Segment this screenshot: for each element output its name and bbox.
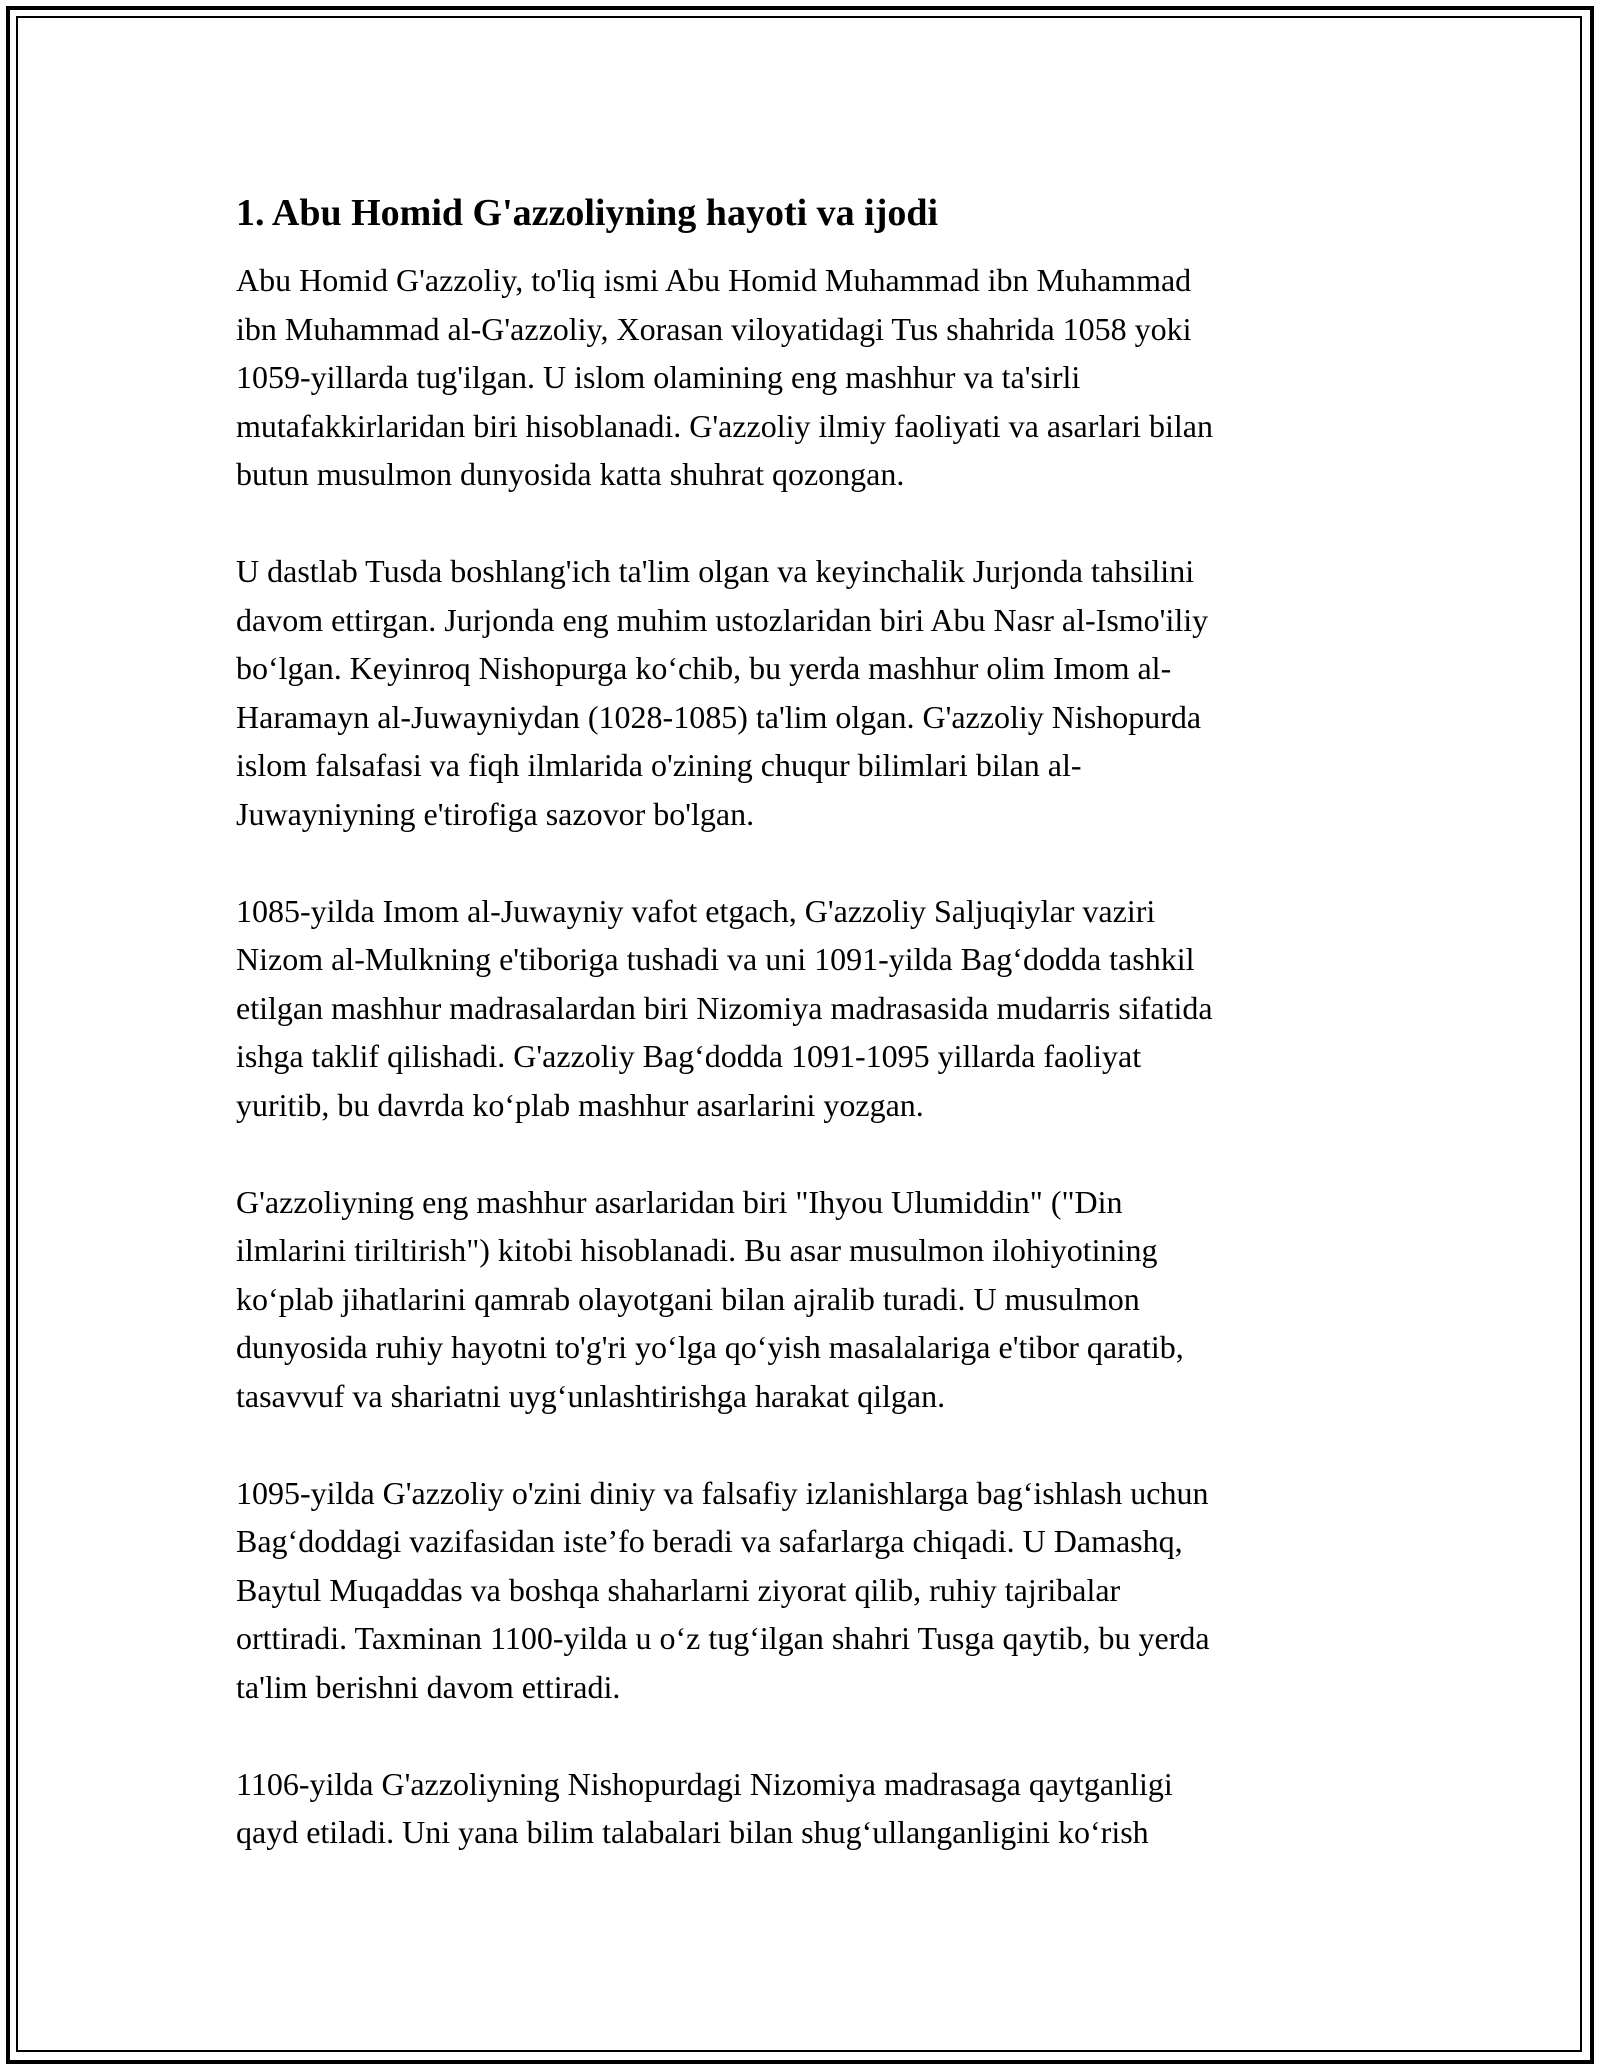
text-line: butun musulmon dunyosida katta shuhrat qozongan. — [236, 456, 905, 492]
paragraph-education — [236, 547, 1366, 838]
text-line: mutafakkirlaridan biri hisoblanadi. G'azzoliy ilmiy faoliyati va asarlari bilan — [236, 407, 1213, 444]
text-line: tasavvuf va shariatni uyg‘unlashtirishga harakat qilgan. — [236, 1377, 946, 1414]
text-line: ko‘plab jihatlarini qamrab olayotgani bilan ajralib turadi. U musulmon — [236, 1280, 1140, 1317]
text-line: ta'lim berishni davom ettiradi. — [236, 1668, 621, 1705]
text-line: orttiradi. Taxminan 1100-yilda u o‘z tug‘ilgan shahri Tusga qaytib, bu yerda — [236, 1620, 1210, 1656]
text-line: 1106-yilda G'azzoliyning Nishopurdagi Nizomiya madrasaga qaytganligi — [236, 1765, 1173, 1802]
text-line: 1059-yillarda tug'ilgan. U islom olamining eng mashhur va ta'sirli — [236, 359, 1081, 395]
text-line: bo‘lgan. Keyinroq Nishopurga ko‘chib, bu yerda mashhur olim Imom al- — [236, 650, 1172, 686]
text-line: etilgan mashhur madrasalardan biri Nizomiya madrasasida mudarris sifatida — [236, 989, 1213, 1026]
text-line: G'azzoliyning eng mashhur asarlaridan biri "Ihyou Ulumiddin" ("Din — [236, 1183, 1123, 1220]
section-heading: 1. Abu Homid G'azzoliyning hayoti va ijodi — [236, 192, 939, 234]
text-line: U dastlab Tusda boshlang'ich ta'lim olgan va keyinchalik Jurjonda tahsilini — [236, 553, 1195, 589]
paragraph-ihya — [236, 1178, 1366, 1421]
text-line: Juwayniyning e'tirofiga sazovor bo'lgan. — [236, 795, 755, 832]
text-line: ishga taklif qilishadi. G'azzoliy Bag‘dodda 1091-1095 yillarda faoliyat — [236, 1038, 1142, 1074]
paragraph-birth — [236, 256, 1366, 499]
text-line: qayd etiladi. Uni yana bilim talabalari bilan shug‘ullanganligini ko‘rish — [236, 1814, 1149, 1850]
document-body — [236, 185, 1366, 1905]
text-line: Haramayn al-Juwayniydan (1028-1085) ta'lim olgan. G'azzoliy Nishopurda — [236, 698, 1202, 735]
text-line: 1085-yilda Imom al-Juwayniy vafot etgach, G'azzoliy Saljuqiylar vaziri — [236, 892, 1156, 929]
text-line: ibn Muhammad al-G'azzoliy, Xorasan viloyatidagi Tus shahrida 1058 yoki — [236, 310, 1192, 347]
text-line: Bag‘doddagi vazifasidan iste’fo beradi va safarlarga chiqadi. U Damashq, — [236, 1523, 1183, 1559]
text-line: Baytul Muqaddas va boshqa shaharlarni ziyorat qilib, ruhiy tajribalar — [236, 1571, 1121, 1608]
text-line: ilmlarini tiriltirish") kitobi hisoblanadi. Bu asar musulmon ilohiyotining — [236, 1232, 1158, 1268]
paragraph-return — [236, 1760, 1366, 1857]
text-line: Nizom al-Mulkning e'tiboriga tushadi va uni 1091-yilda Bag‘dodda tashkil — [236, 941, 1195, 977]
text-line: davom ettirgan. Jurjonda eng muhim ustozlaridan biri Abu Nasr al-Ismo'iliy — [236, 601, 1209, 638]
text-line: Abu Homid G'azzoliy, to'liq ismi Abu Homid Muhammad ibn Muhammad — [236, 262, 1192, 298]
text-line: islom falsafasi va fiqh ilmlarida o'zining chuqur bilimlari bilan al- — [236, 747, 1082, 783]
text-line: 1095-yilda G'azzoliy o'zini diniy va falsafiy izlanishlarga bag‘ishlash uchun — [236, 1474, 1209, 1511]
paragraph-baghdad — [236, 887, 1366, 1130]
text-line: yuritib, bu davrda ko‘plab mashhur asarlarini yozgan. — [236, 1086, 924, 1123]
text-line: dunyosida ruhiy hayotni to'g'ri yo‘lga qo‘yish masalalariga e'tibor qaratib, — [236, 1329, 1184, 1365]
paragraph-travels — [236, 1469, 1366, 1712]
